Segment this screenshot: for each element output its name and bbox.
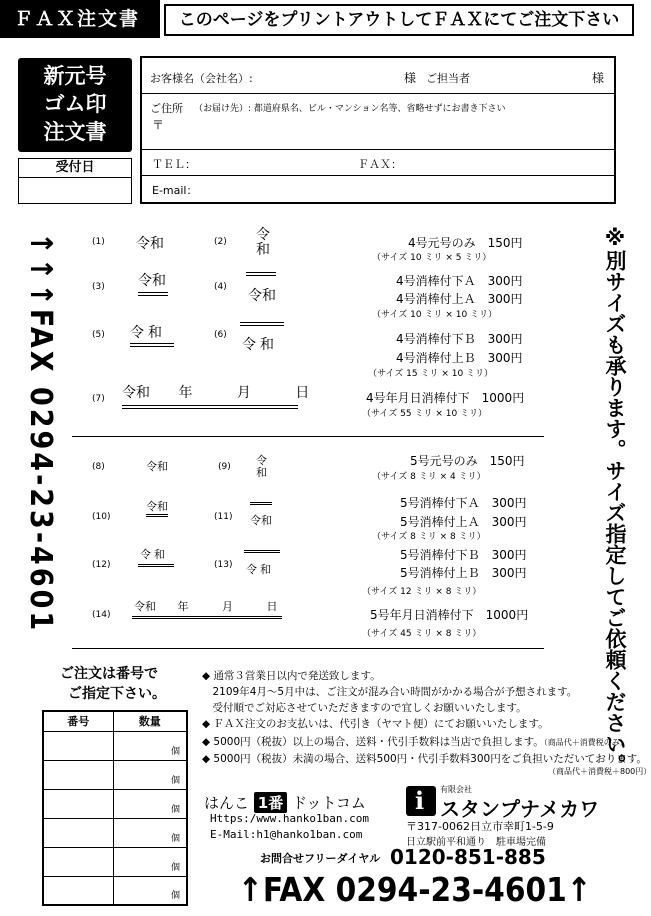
item-number: (11) <box>214 512 233 522</box>
shop-name: スタンプナメカワ <box>440 797 600 821</box>
quantity-cell[interactable]: 個 <box>113 731 187 760</box>
address-row[interactable] <box>142 94 614 150</box>
custom-size-note <box>582 226 628 775</box>
stamp-reiwa: 令和 <box>122 385 150 401</box>
stamp-sample-8: 令和 <box>146 460 168 473</box>
item-number: (7) <box>92 394 105 404</box>
product-name: 4号消棒付上Ｂ 300円 <box>396 351 523 365</box>
number-cell[interactable] <box>43 789 113 818</box>
product-name: 4号消棒付下Ｂ 300円 <box>396 332 523 346</box>
product-size: （サイズ 45 ミリ × 8 ミリ） <box>362 629 482 639</box>
cancel-bar <box>246 272 276 276</box>
stamp-day: 日 <box>266 600 278 613</box>
badge-line-3: 注文書 <box>43 120 107 144</box>
shop-logo-icon <box>406 786 436 816</box>
product-name: 4号消棒付上Ａ 300円 <box>396 292 523 306</box>
stamp-sample-2 <box>256 228 270 258</box>
contact-person-label: ご担当者 <box>426 72 470 85</box>
item-number: (3) <box>92 282 105 292</box>
number-cell[interactable] <box>43 731 113 760</box>
item-number: (14) <box>92 610 111 620</box>
fax-number-bottom: ↑FAX 0294-23-4601↑ <box>238 870 592 909</box>
number-cell[interactable] <box>43 818 113 847</box>
brand-logo-text <box>204 792 366 813</box>
col-quantity: 数量 <box>113 711 187 731</box>
stamp-sample-9 <box>256 455 267 479</box>
table-row <box>43 760 187 789</box>
item-number: (1) <box>92 237 105 247</box>
item-number: (8) <box>92 462 105 472</box>
stamp-sample-1: 令和 <box>136 236 164 252</box>
quantity-cell[interactable]: 個 <box>113 760 187 789</box>
item-number: (2) <box>214 237 227 247</box>
order-form-badge <box>18 58 132 152</box>
notice-fee-note: （商品代＋消費税＋800円） <box>548 767 651 776</box>
stamp-sample-7 <box>122 382 309 402</box>
quantity-cell[interactable]: 個 <box>113 876 187 905</box>
notice-payment: ◆ ＦＡＸ注文のお支払いは、代引き（ヤマト便）にてお願いいたします。 <box>202 718 549 730</box>
stamp-rei: 令 <box>256 454 267 467</box>
stamp-sample-4: 令和 <box>248 288 276 304</box>
number-cell[interactable] <box>43 876 113 905</box>
item-number: (9) <box>218 462 231 472</box>
badge-line-1: 新元号 <box>43 64 107 88</box>
shop-access: 日立駅前平和通り 駐車場完備 <box>406 837 546 848</box>
notice-busy: 2109年4月～5月中は、ご注文が混み合い時間がかかる場合が予想されます。 <box>202 686 578 698</box>
cancel-bar <box>138 292 168 296</box>
stamp-sample-13: 令和 <box>246 563 274 576</box>
table-row <box>43 847 187 876</box>
item-number: (13) <box>214 560 233 570</box>
quantity-cell[interactable]: 個 <box>113 847 187 876</box>
fax-number-vertical: ↑↑↑FAX 0294-23-4601 <box>23 232 58 634</box>
brand-dotcom: ドットコム <box>292 794 366 812</box>
company-type: 有限会社 <box>440 785 472 794</box>
stamp-sample-5: 令和 <box>130 325 166 341</box>
product-name: 5号消棒付下Ｂ 300円 <box>400 548 527 562</box>
item-number: (10) <box>92 512 111 522</box>
product-name: 4号消棒付下Ａ 300円 <box>396 274 523 288</box>
product-size: （サイズ 15 ミリ × 10 ミリ） <box>368 369 494 379</box>
stamp-rei: 令 <box>256 227 270 243</box>
stamp-sample-6: 令和 <box>242 337 278 353</box>
notice-free-shipping: ◆ 5000円（税抜）以上の場合、送料・代引手数料は当店で負担します。（商品代＋消費税のみ） <box>202 736 628 748</box>
stamp-year: 年 <box>178 385 193 401</box>
product-name: 5号年月日消棒付下 1000円 <box>370 608 529 622</box>
stamp-month: 月 <box>222 600 233 613</box>
table-row <box>43 818 187 847</box>
cancel-bar <box>122 405 298 409</box>
section-divider <box>72 436 544 437</box>
product-size: （サイズ 10 ミリ × 10 ミリ） <box>372 310 498 320</box>
product-name: 5号元号のみ 150円 <box>410 454 525 468</box>
product-size: （サイズ 12 ミリ × 8 ミリ） <box>362 587 482 597</box>
cancel-bar <box>250 502 272 505</box>
received-date-label: 受付日 <box>18 158 132 178</box>
number-cell[interactable] <box>43 760 113 789</box>
stamp-day: 日 <box>295 385 310 401</box>
item-number: (4) <box>214 282 227 292</box>
item-number: (6) <box>214 330 227 340</box>
sama-label-1: 様 <box>404 71 417 85</box>
custom-size-note-line-2: サイズ指定してご依頼ください。 <box>603 460 627 775</box>
product-name: 5号消棒付上Ａ 300円 <box>400 515 527 529</box>
notice-order: 受付順でご対応させていただきますので宜しくお願いいたします。 <box>202 702 527 714</box>
stamp-month: 月 <box>236 385 251 401</box>
badge-line-2: ゴム印 <box>43 92 107 116</box>
quantity-cell[interactable]: 個 <box>113 818 187 847</box>
order-instruction-line-1: ご注文は番号で <box>60 666 158 682</box>
cancel-bar <box>240 322 284 326</box>
stamp-sample-3: 令和 <box>138 273 166 289</box>
order-table <box>42 710 188 906</box>
product-name: 5号消棒付下Ａ 300円 <box>400 496 527 510</box>
website-url[interactable]: Https:/www.hanko1ban.com <box>210 812 369 825</box>
sama-label-2: 様 <box>592 71 605 85</box>
notice-shipping: ◆ 通常３営業日以内で発送致します。 <box>202 670 381 682</box>
email-row[interactable] <box>142 176 614 202</box>
section-divider <box>72 648 544 649</box>
cancel-bar <box>130 343 174 347</box>
customer-name-row[interactable] <box>142 58 614 94</box>
stamp-year: 年 <box>177 600 189 613</box>
quantity-cell[interactable]: 個 <box>113 789 187 818</box>
phone-row[interactable] <box>142 150 614 176</box>
customer-form <box>140 56 616 204</box>
table-row <box>43 731 187 760</box>
order-instruction <box>60 664 166 704</box>
cancel-bar <box>138 564 174 567</box>
product-size: （サイズ 8 ミリ × 4 ミリ） <box>372 472 486 482</box>
brand-ichiban: 1番 <box>254 792 287 813</box>
email-label: E-mail： <box>152 184 198 197</box>
product-size: （サイズ 8 ミリ × 8 ミリ） <box>372 532 486 542</box>
number-cell[interactable] <box>43 847 113 876</box>
stamp-wa: 和 <box>256 466 267 479</box>
address-note: （お届け先）: 都道府県名、ビル・マンション名等、省略せずにお書き下さい <box>194 104 506 114</box>
stamp-sample-14 <box>134 598 278 614</box>
address-label: ご住所 <box>150 102 183 115</box>
free-dial-label: お問合せフリーダイヤル <box>260 852 381 865</box>
stamp-sample-10: 令和 <box>146 500 168 513</box>
order-instruction-line-2: ご指定下さい。 <box>68 686 166 702</box>
stamp-sample-12: 令和 <box>140 548 168 561</box>
tel-label: ＴＥＬ： <box>152 158 196 171</box>
product-size: （サイズ 55 ミリ × 10 ミリ） <box>362 409 488 419</box>
col-number: 番号 <box>43 711 113 731</box>
stamp-sample-11: 令和 <box>250 514 272 527</box>
product-name: 4号年月日消棒付下 1000円 <box>366 391 525 405</box>
table-row <box>43 789 187 818</box>
custom-size-note-line-1: ※別サイズも承ります。 <box>603 226 627 460</box>
free-dial-number[interactable]: 0120-851-885 <box>390 845 546 869</box>
item-number: (5) <box>92 330 105 340</box>
shop-address: 〒317-0062日立市幸町1-5-9 <box>406 820 554 833</box>
page-title: ＦＡＸ注文書 <box>0 0 160 38</box>
cancel-bar <box>146 514 168 517</box>
cancel-bar <box>244 550 280 553</box>
postal-mark: 〒 <box>152 118 165 132</box>
table-row <box>43 876 187 905</box>
print-instruction: このページをプリントアウトしてＦＡＸにてご注文下さい <box>164 4 634 36</box>
cancel-bar <box>132 616 282 619</box>
item-number: (12) <box>92 560 111 570</box>
contact-email[interactable]: E-Mail:h1@hanko1ban.com <box>210 828 363 841</box>
product-name: 4号元号のみ 150円 <box>408 236 523 250</box>
product-name: 5号消棒付上Ｂ 300円 <box>400 566 527 580</box>
notice-shipping-fee: ◆ 5000円（税抜）未満の場合、送料500円・代引手数料300円をご負担いただいております。 <box>202 753 647 765</box>
stamp-wa: 和 <box>256 242 270 258</box>
stamp-reiwa: 令和 <box>134 600 156 613</box>
fax-label: ＦＡＸ： <box>358 158 402 171</box>
product-size: （サイズ 10 ミリ × 5 ミリ） <box>372 253 492 263</box>
brand-hanko: はんこ <box>204 794 250 812</box>
customer-name-label: お客様名（会社名）: <box>150 72 253 85</box>
